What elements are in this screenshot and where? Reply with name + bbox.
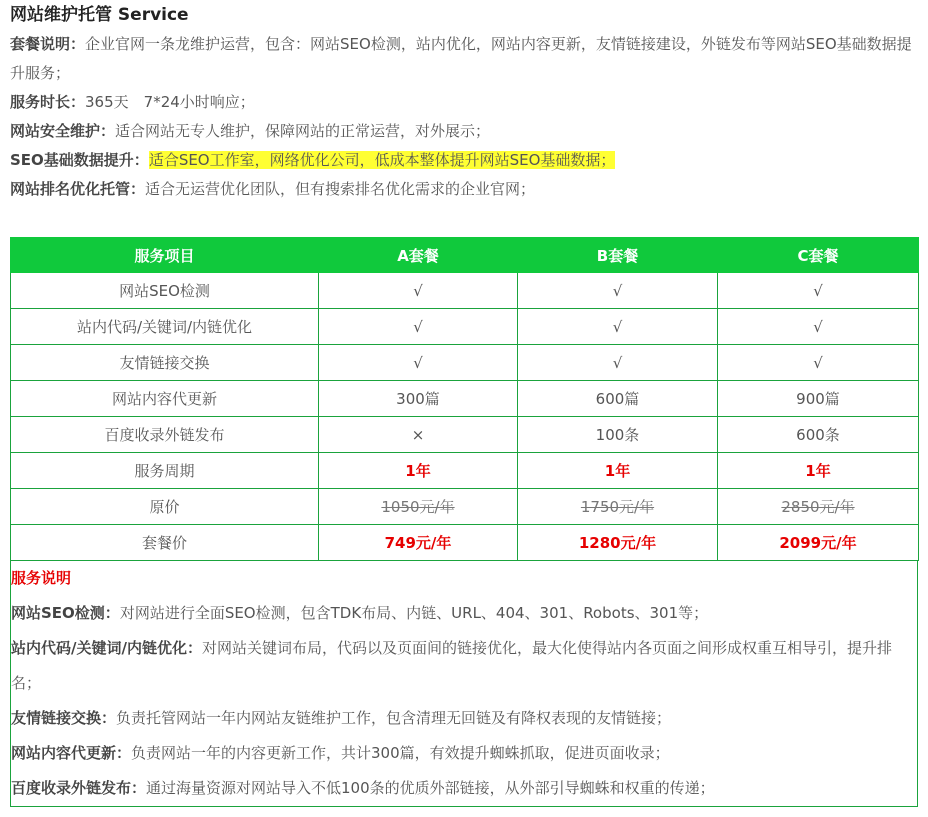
cell-a: √	[319, 273, 518, 309]
service-notes	[10, 561, 918, 807]
intro-text-highlighted: 适合SEO工作室，网络优化公司，低成本整体提升网站SEO基础数据；	[148, 151, 616, 169]
header-service-item: 服务项目	[11, 238, 319, 273]
cell-b: 600篇	[518, 381, 718, 417]
intro-section	[10, 30, 918, 204]
package-price-b: 1280元/年	[518, 525, 718, 561]
table-header-row	[11, 238, 919, 273]
cell-b: 100条	[518, 417, 718, 453]
cell-c: √	[718, 273, 919, 309]
header-package-a: A套餐	[319, 238, 518, 273]
note-text: 负责网站一年的内容更新工作，共计300篇，有效提升蜘蛛抓取，促进页面收录；	[131, 744, 670, 762]
note-label: 网站内容代更新：	[11, 744, 132, 762]
intro-text: 365天 7*24小时响应；	[85, 93, 255, 111]
row-label: 站内代码/关键词/内链优化	[11, 309, 319, 345]
note-item	[11, 771, 917, 806]
note-label: 网站SEO检测：	[11, 604, 120, 622]
note-label: 友情链接交换：	[11, 709, 117, 727]
package-price-c: 2099元/年	[718, 525, 919, 561]
cell-a: 1年	[319, 453, 518, 489]
original-price-c: 2850元/年	[718, 489, 919, 525]
intro-text: 企业官网一条龙维护运营，包含：网站SEO检测，站内优化，网站内容更新，友情链接建设，外链发布等网站SEO基础数据提升服务；	[10, 35, 912, 82]
row-label: 网站内容代更新	[11, 381, 319, 417]
package-price-a: 749元/年	[319, 525, 518, 561]
cell-b: √	[518, 273, 718, 309]
row-label: 原价	[11, 489, 319, 525]
note-item	[11, 701, 917, 736]
note-item	[11, 736, 917, 771]
original-price-a: 1050元/年	[319, 489, 518, 525]
row-label: 百度收录外链发布	[11, 417, 319, 453]
cell-a: ×	[319, 417, 518, 453]
table-row	[11, 345, 919, 381]
intro-text: 适合网站无专人维护，保障网站的正常运营，对外展示；	[115, 122, 491, 140]
header-package-b: B套餐	[518, 238, 718, 273]
row-label: 友情链接交换	[11, 345, 319, 381]
intro-package	[10, 30, 918, 88]
intro-ranking	[10, 175, 918, 204]
page	[10, 0, 918, 797]
table-row	[11, 309, 919, 345]
note-text: 通过海量资源对网站导入不低100条的优质外部链接，从外部引导蜘蛛和权重的传递；	[146, 779, 715, 797]
cell-c: 1年	[718, 453, 919, 489]
intro-label: 网站排名优化托管：	[10, 180, 146, 198]
cell-c: 600条	[718, 417, 919, 453]
intro-label: 服务时长：	[10, 93, 86, 111]
header-package-c: C套餐	[718, 238, 919, 273]
intro-label: 套餐说明：	[10, 35, 86, 53]
note-label: 站内代码/关键词/内链优化：	[11, 639, 202, 657]
intro-duration	[10, 88, 918, 117]
note-item	[11, 596, 917, 631]
table-row	[11, 381, 919, 417]
note-label: 百度收录外链发布：	[11, 779, 147, 797]
package-table	[10, 237, 919, 561]
intro-security	[10, 117, 918, 146]
cell-b: √	[518, 345, 718, 381]
table-row	[11, 273, 919, 309]
intro-label: SEO基础数据提升：	[10, 151, 149, 169]
intro-label: 网站安全维护：	[10, 122, 116, 140]
cell-b: √	[518, 309, 718, 345]
original-price-b: 1750元/年	[518, 489, 718, 525]
cell-c: 900篇	[718, 381, 919, 417]
page-title: 网站维护托管 Service	[10, 5, 189, 25]
cell-a: 300篇	[319, 381, 518, 417]
intro-seo-data	[10, 146, 918, 175]
notes-title: 服务说明	[11, 569, 72, 587]
note-item	[11, 631, 917, 701]
row-label: 套餐价	[11, 525, 319, 561]
row-label: 服务周期	[11, 453, 319, 489]
intro-text: 适合无运营优化团队，但有搜索排名优化需求的企业官网；	[145, 180, 536, 198]
note-text: 对网站关键词布局，代码以及页面间的链接优化，最大化使得站内各页面之间形成权重互相导引，提升排名；	[11, 639, 892, 692]
row-label: 网站SEO检测	[11, 273, 319, 309]
table-row	[11, 525, 919, 561]
cell-a: √	[319, 345, 518, 381]
cell-a: √	[319, 309, 518, 345]
table-row	[11, 417, 919, 453]
table-row	[11, 453, 919, 489]
note-text: 负责托管网站一年内网站友链维护工作，包含清理无回链及有降权表现的友情链接；	[116, 709, 672, 727]
cell-c: √	[718, 309, 919, 345]
cell-c: √	[718, 345, 919, 381]
table-row	[11, 489, 919, 525]
note-text: 对网站进行全面SEO检测，包含TDK布局、内链、URL、404、301、Robots、301等；	[119, 604, 709, 622]
cell-b: 1年	[518, 453, 718, 489]
